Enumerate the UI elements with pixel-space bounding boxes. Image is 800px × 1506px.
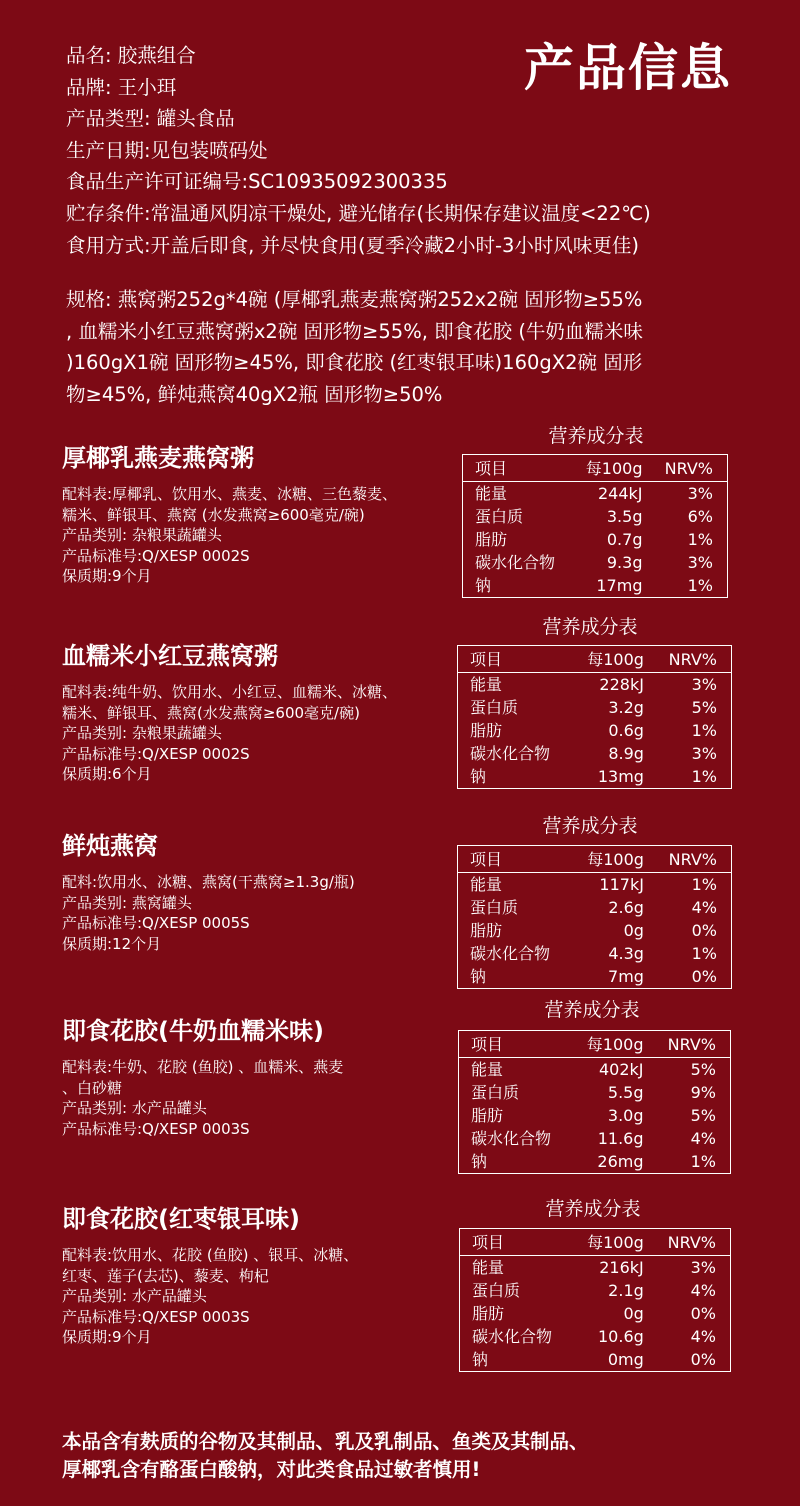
- nut-value: 0g: [623, 921, 644, 940]
- allergen-warning: [62, 1428, 589, 1484]
- product-line: 产品标准号:Q/XESP 0002S: [62, 546, 250, 565]
- nut-nrv: 1%: [691, 721, 717, 740]
- nut-value: 13mg: [597, 767, 644, 786]
- product-line: 产品标准号:Q/XESP 0002S: [62, 744, 250, 763]
- spec-line: 规格: 燕窝粥252g*4碗 (厚椰乳燕麦燕窝粥252x2碗 固形物≥55%: [66, 288, 643, 311]
- nutrition-table: [458, 1030, 731, 1174]
- product-section: [62, 442, 397, 587]
- nut-item: 碳水化合物: [470, 744, 551, 763]
- nut-nrv: 1%: [687, 530, 713, 549]
- nut-value: 11.6g: [597, 1129, 644, 1148]
- nut-nrv: 4%: [690, 1327, 716, 1346]
- info-brand: 品牌: 王小珥: [66, 75, 177, 99]
- nut-value: 2.1g: [608, 1281, 644, 1300]
- nut-nrv: 4%: [690, 1281, 716, 1300]
- product-line: 配料表:厚椰乳、饮用水、燕麦、冰糖、三色藜麦、: [62, 485, 398, 503]
- product-line: 保质期:6个月: [62, 765, 152, 783]
- nut-nrv: 0%: [690, 1304, 716, 1323]
- nut-value: 3.0g: [607, 1106, 644, 1125]
- product-line: 配料表:牛奶、花胶 (鱼胶) 、血糯米、燕麦: [62, 1058, 344, 1076]
- nut-item: 脂肪: [475, 530, 508, 549]
- warning-line: 本品含有麸质的谷物及其制品、乳及乳制品、鱼类及其制品、: [62, 1430, 589, 1453]
- nut-nrv: 5%: [690, 1060, 716, 1079]
- warning-line: 厚椰乳含有酪蛋白酸钠，对此类食品过敏者慎用!: [62, 1458, 481, 1481]
- product-line: 产品标准号:Q/XESP 0003S: [62, 1119, 250, 1138]
- nut-header-nrv: NRV%: [654, 1031, 731, 1058]
- spec-line: 物≥45%, 鲜炖燕窝40gX2瓶 固形物≥50%: [66, 382, 443, 406]
- nut-nrv: 3%: [691, 744, 717, 763]
- nut-value: 0.7g: [606, 530, 643, 549]
- nut-nrv: 5%: [691, 698, 717, 717]
- nut-nrv: 1%: [691, 944, 717, 963]
- product-section: [62, 640, 397, 785]
- product-title: 血糯米小红豆燕窝粥: [62, 642, 278, 670]
- info-name: 品名: 胶燕组合: [66, 44, 196, 67]
- nutrition-table: [459, 1228, 731, 1372]
- nut-header-per100g: 每100g: [572, 1229, 653, 1256]
- nut-value: 0g: [623, 1304, 644, 1323]
- nut-value: 17mg: [596, 576, 643, 595]
- nut-value: 244kJ: [597, 484, 643, 503]
- nut-value: 0.6g: [608, 721, 644, 740]
- nut-item: 蛋白质: [475, 507, 524, 526]
- nut-value: 3.5g: [606, 507, 643, 526]
- nut-value: 228kJ: [599, 675, 644, 694]
- nut-nrv: 0%: [691, 921, 717, 940]
- nut-item: 能量: [475, 484, 508, 503]
- product-line: 产品标准号:Q/XESP 0003S: [62, 1307, 250, 1326]
- product-title: 即食花胶(牛奶血糯米味): [62, 1017, 324, 1045]
- nut-nrv: 9%: [690, 1083, 716, 1102]
- nut-nrv: 0%: [690, 1350, 716, 1369]
- product-info-list: [66, 40, 651, 261]
- product-section: [62, 1015, 343, 1139]
- nut-value: 4.3g: [608, 944, 644, 963]
- nut-item: 脂肪: [470, 721, 503, 740]
- nut-value: 8.9g: [608, 744, 644, 763]
- nut-item: 脂肪: [472, 1304, 505, 1323]
- product-title: 鲜炖燕窝: [62, 832, 158, 860]
- nut-header-nrv: NRV%: [654, 1229, 731, 1256]
- nut-nrv: 6%: [687, 507, 713, 526]
- nut-nrv: 1%: [690, 1152, 716, 1171]
- nut-item: 能量: [470, 675, 503, 694]
- nut-header-nrv: NRV%: [654, 646, 732, 673]
- nut-value: 26mg: [597, 1152, 644, 1171]
- nut-item: 能量: [471, 1060, 504, 1079]
- product-title: 厚椰乳燕麦燕窝粥: [62, 444, 254, 472]
- product-line: 产品类别: 杂粮果蔬罐头: [62, 724, 222, 742]
- nut-value: 10.6g: [598, 1327, 644, 1346]
- info-storage: 贮存条件:常温通风阴凉干燥处, 避光储存(长期保存建议温度<22℃): [66, 201, 651, 225]
- product-line: 红枣、莲子(去芯)、藜麦、枸杞: [62, 1266, 269, 1285]
- nut-nrv: 3%: [690, 1258, 716, 1277]
- product-title: 即食花胶(红枣银耳味): [62, 1205, 300, 1233]
- nut-item: 能量: [470, 875, 503, 894]
- nut-nrv: 1%: [687, 576, 713, 595]
- nut-value: 5.5g: [607, 1083, 644, 1102]
- nut-nrv: 3%: [687, 484, 713, 503]
- nut-item: 蛋白质: [472, 1281, 521, 1300]
- product-line: 糯米、鲜银耳、燕窝(水发燕窝≥600毫克/碗): [62, 703, 360, 722]
- info-usage: 食用方式:开盖后即食, 并尽快食用(夏季冷藏2小时-3小时风味更佳): [66, 233, 640, 257]
- page-title: 产品信息: [524, 39, 732, 97]
- nut-header-item: 项目: [460, 1229, 573, 1256]
- nut-item: 钠: [475, 576, 492, 595]
- nut-header-item: 项目: [463, 455, 573, 482]
- nut-item: 碳水化合物: [475, 553, 556, 572]
- nut-item: 碳水化合物: [471, 1129, 552, 1148]
- nut-item: 蛋白质: [470, 898, 519, 917]
- product-line: 产品标准号:Q/XESP 0005S: [62, 914, 250, 932]
- nutrition-title: 营养成分表: [542, 616, 638, 638]
- nut-header-nrv: NRV%: [652, 455, 727, 482]
- product-line: 产品类别: 水产品罐头: [62, 1287, 207, 1305]
- nutrition-table: [457, 645, 732, 789]
- product-line: 产品类别: 杂粮果蔬罐头: [62, 526, 222, 544]
- nut-header-per100g: 每100g: [573, 455, 653, 482]
- nut-nrv: 4%: [691, 898, 717, 917]
- nut-header-per100g: 每100g: [572, 846, 654, 873]
- product-line: 产品类别: 水产品罐头: [62, 1099, 207, 1117]
- nutrition-title: 营养成分表: [545, 1198, 641, 1220]
- info-type: 产品类型: 罐头食品: [66, 107, 235, 131]
- product-line: 配料:饮用水、冰糖、燕窝(干燕窝≥1.3g/瓶): [62, 873, 355, 891]
- nut-value: 402kJ: [598, 1060, 644, 1079]
- nut-item: 碳水化合物: [470, 944, 551, 963]
- product-line: 保质期:12个月: [62, 934, 162, 953]
- nut-value: 117kJ: [599, 875, 644, 894]
- nut-value: 3.2g: [608, 698, 644, 717]
- nut-header-per100g: 每100g: [572, 646, 654, 673]
- nut-item: 蛋白质: [470, 698, 519, 717]
- nut-header-nrv: NRV%: [654, 846, 732, 873]
- product-section: [62, 830, 355, 954]
- nut-value: 2.6g: [608, 898, 644, 917]
- nut-item: 蛋白质: [471, 1083, 520, 1102]
- nut-item: 钠: [471, 1152, 488, 1171]
- product-line: 保质期:9个月: [62, 567, 152, 585]
- nutrition-table: [457, 845, 732, 989]
- nutrition-table: [462, 454, 728, 598]
- info-license: 食品生产许可证编号:SC10935092300335: [66, 170, 448, 194]
- product-line: 保质期:9个月: [62, 1328, 152, 1346]
- nut-value: 7mg: [608, 967, 644, 986]
- nutrition-title: 营养成分表: [548, 425, 644, 447]
- nut-header-item: 项目: [459, 1031, 572, 1058]
- nutrition-title: 营养成分表: [544, 999, 640, 1021]
- nut-item: 钠: [470, 767, 487, 786]
- nut-item: 脂肪: [470, 921, 503, 940]
- spec-line: , 血糯米小红豆燕窝粥x2碗 固形物≥55%, 即食花胶 (牛奶血糯米味: [66, 319, 643, 343]
- nut-item: 钠: [470, 967, 487, 986]
- product-line: 配料表:饮用水、花胶 (鱼胶) 、银耳、冰糖、: [62, 1246, 359, 1264]
- nut-nrv: 5%: [690, 1106, 716, 1125]
- product-line: 配料表:纯牛奶、饮用水、小红豆、血糯米、冰糖、: [62, 683, 398, 701]
- nut-nrv: 3%: [691, 675, 717, 694]
- nut-nrv: 0%: [691, 967, 717, 986]
- nut-item: 脂肪: [471, 1106, 504, 1125]
- info-production-date: 生产日期:见包装喷码处: [66, 138, 268, 162]
- nut-item: 碳水化合物: [472, 1327, 553, 1346]
- specification: [66, 284, 756, 410]
- nut-header-item: 项目: [458, 846, 572, 873]
- product-line: 、白砂糖: [62, 1078, 123, 1097]
- nut-nrv: 3%: [687, 553, 713, 572]
- nutrition-title: 营养成分表: [542, 815, 638, 837]
- nut-header-item: 项目: [458, 646, 572, 673]
- nut-value: 0mg: [607, 1350, 644, 1369]
- nut-item: 钠: [472, 1350, 489, 1369]
- product-section: [62, 1203, 358, 1348]
- nut-value: 216kJ: [599, 1258, 644, 1277]
- nut-item: 能量: [472, 1258, 505, 1277]
- product-line: 产品类别: 燕窝罐头: [62, 893, 192, 912]
- nut-nrv: 4%: [690, 1129, 716, 1148]
- spec-line: )160gX1碗 固形物≥45%, 即食花胶 (红枣银耳味)160gX2碗 固形: [66, 351, 643, 375]
- nut-nrv: 1%: [691, 875, 717, 894]
- nut-nrv: 1%: [691, 767, 717, 786]
- product-line: 糯米、鲜银耳、燕窝 (水发燕窝≥600毫克/碗): [62, 505, 365, 524]
- nut-header-per100g: 每100g: [572, 1031, 654, 1058]
- nut-value: 9.3g: [606, 553, 643, 572]
